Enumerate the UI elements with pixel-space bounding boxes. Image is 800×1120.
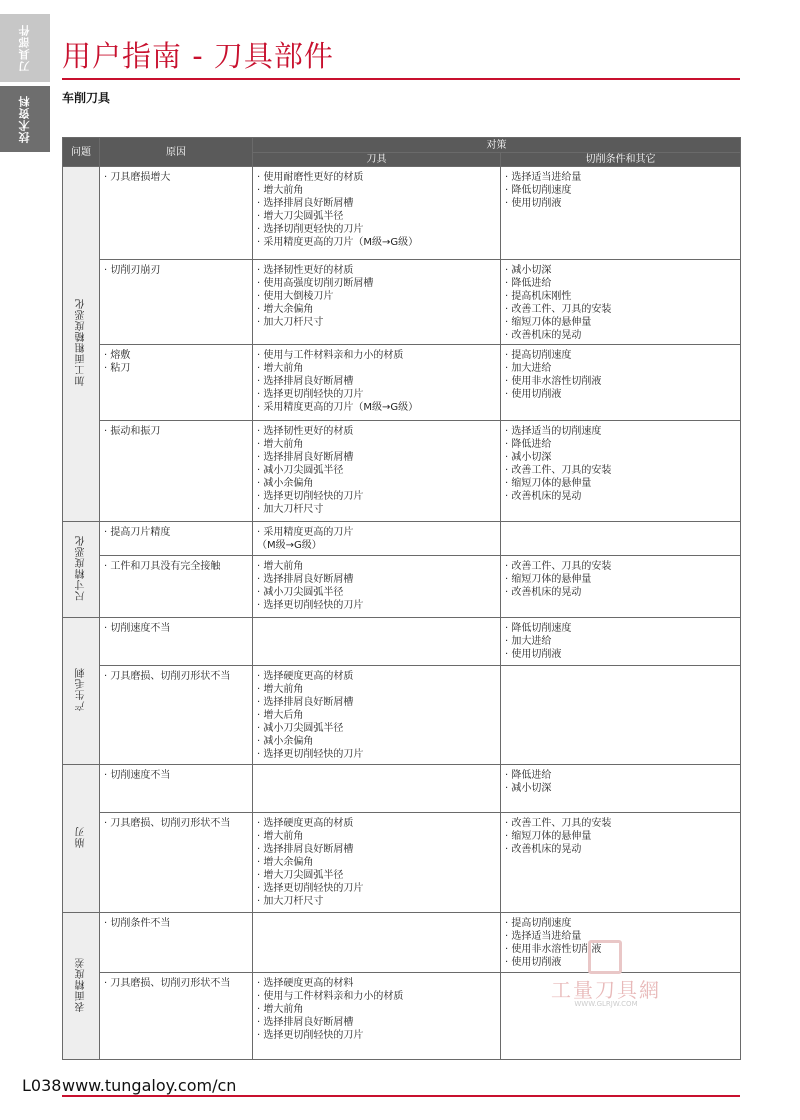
list-item: · 增大前角 — [257, 1004, 304, 1015]
list-item: · 改善机床的晃动 — [505, 330, 582, 341]
list-item: · 降低进给 — [505, 439, 552, 450]
list-item: · 增大前角 — [257, 831, 304, 842]
list-item: · 提高刀片精度 — [104, 527, 171, 538]
list-item: · 刀具磨损、切削刃形状不当 — [104, 818, 231, 829]
list-item: · 使用切削液 — [505, 649, 562, 660]
tool-measure-cell — [253, 973, 501, 1060]
list-item: · 使用切削液 — [505, 198, 562, 209]
list-item: · 选择更切削轻快的刀片 — [257, 491, 364, 502]
header-measures: 对策 — [253, 138, 741, 153]
condition-measure-cell — [501, 421, 741, 522]
list-item: · 增大前角 — [257, 363, 304, 374]
list-item: · 增大刀尖圆弧半径 — [257, 870, 344, 881]
tool-measure-cell — [253, 345, 501, 421]
tool-measure-cell — [253, 913, 501, 973]
list-item: · 选择排屑良好断屑槽 — [257, 452, 354, 463]
list-item: · 切削速度不当 — [104, 770, 171, 781]
list-item: · 提高机床刚性 — [505, 291, 572, 302]
cause-cell — [100, 167, 253, 260]
list-item: · 选择排屑良好断屑槽 — [257, 198, 354, 209]
cause-cell — [100, 666, 253, 765]
problem-cell — [63, 167, 100, 522]
list-item: · 使用大倒棱刀片 — [257, 291, 334, 302]
tool-measure-cell — [253, 765, 501, 813]
list-item: · 减小切深 — [505, 265, 552, 276]
cause-cell — [100, 522, 253, 556]
list-item: · 缩短刀体的悬伸量 — [505, 831, 592, 842]
list-item: · 减小切深 — [505, 452, 552, 463]
table-row — [63, 618, 741, 666]
header-problem: 问题 — [63, 138, 100, 167]
table-row — [63, 167, 741, 260]
condition-measure-cell — [501, 167, 741, 260]
list-item: · 增大前角 — [257, 561, 304, 572]
list-item: · 刀具磨损、切削刃形状不当 — [104, 671, 231, 682]
list-item: · 选择排屑良好断屑槽 — [257, 844, 354, 855]
troubleshooting-table — [62, 137, 741, 1060]
list-item: · 改善工件、刀具的安装 — [505, 561, 612, 572]
side-tab-label: 刀具部件 — [18, 24, 31, 72]
list-item: · 采用精度更高的刀片 — [257, 527, 354, 538]
list-item: · 减小刀尖圆弧半径 — [257, 465, 344, 476]
list-item: · 选择更切削轻快的刀片 — [257, 600, 364, 611]
list-item: · 增大后角 — [257, 710, 304, 721]
side-tab-technical-data[interactable] — [0, 86, 50, 152]
list-item: · 改善工件、刀具的安装 — [505, 465, 612, 476]
list-item: · 选择适当进给量 — [505, 931, 582, 942]
list-item: · 降低进给 — [505, 770, 552, 781]
list-item: · 改善机床的晃动 — [505, 491, 582, 502]
cause-cell — [100, 345, 253, 421]
list-item: · 粘刀 — [104, 363, 131, 374]
list-item: · 熔敷 — [104, 350, 131, 361]
header-tool: 刀具 — [253, 153, 501, 167]
condition-measure-cell — [501, 260, 741, 345]
list-item: · 使用切削液 — [505, 389, 562, 400]
list-item: · 加大刀杆尺寸 — [257, 504, 324, 515]
list-item: · 切削条件不当 — [104, 918, 171, 929]
list-item: · 选择韧性更好的材质 — [257, 426, 354, 437]
table-row — [63, 765, 741, 813]
problem-label: 加工面粗糙度恶化 — [75, 298, 87, 386]
list-item: · 工件和刀具没有完全接触 — [104, 561, 221, 572]
list-item: · 缩短刀体的悬伸量 — [505, 478, 592, 489]
list-item: · 使用与工件材料亲和力小的材质 — [257, 350, 404, 361]
list-item: · 选择硬度更高的材质 — [257, 671, 354, 682]
list-item: · 使用高强度切削刃断屑槽 — [257, 278, 374, 289]
problem-cell — [63, 522, 100, 618]
list-item: · 减小刀尖圆弧半径 — [257, 587, 344, 598]
tool-measure-cell — [253, 421, 501, 522]
list-item: （M级→G级） — [257, 540, 322, 551]
table-row — [63, 260, 741, 345]
list-item: · 振动和振刀 — [104, 426, 161, 437]
tool-measure-cell — [253, 260, 501, 345]
list-item: · 采用精度更高的刀片（M级→G级） — [257, 237, 419, 248]
list-item: · 选择排屑良好断屑槽 — [257, 376, 354, 387]
list-item: · 提高切削速度 — [505, 350, 572, 361]
problem-cell — [63, 913, 100, 1060]
page-number: L038 — [22, 1076, 62, 1095]
cause-cell — [100, 813, 253, 913]
list-item: · 选择排屑良好断屑槽 — [257, 1017, 354, 1028]
list-item: · 减小切深 — [505, 783, 552, 794]
list-item: · 选择更切削轻快的刀片 — [257, 749, 364, 760]
problem-label: 尺寸精度恶化 — [75, 534, 87, 601]
title-divider — [62, 78, 740, 80]
list-item: · 选择硬度更高的材质 — [257, 818, 354, 829]
list-item: · 切削刃崩刃 — [104, 265, 161, 276]
list-item: · 提高切削速度 — [505, 918, 572, 929]
list-item: · 使用切削液 — [505, 957, 562, 968]
list-item: · 切削速度不当 — [104, 623, 171, 634]
list-item: · 刀具磨损、切削刃形状不当 — [104, 978, 231, 989]
condition-measure-cell — [501, 618, 741, 666]
table-row — [63, 666, 741, 765]
list-item: · 选择排屑良好断屑槽 — [257, 697, 354, 708]
list-item: · 加大刀杆尺寸 — [257, 896, 324, 907]
header-cause: 原因 — [100, 138, 253, 167]
list-item: · 减小余偏角 — [257, 478, 314, 489]
list-item: · 降低进给 — [505, 278, 552, 289]
list-item: · 选择硬度更高的材料 — [257, 978, 354, 989]
list-item: · 增大刀尖圆弧半径 — [257, 211, 344, 222]
list-item: · 减小余偏角 — [257, 736, 314, 747]
list-item: · 刀具磨损增大 — [104, 172, 171, 183]
list-item: · 缩短刀体的悬伸量 — [505, 317, 592, 328]
table-row — [63, 522, 741, 556]
header-conditions: 切削条件和其它 — [501, 153, 741, 167]
problem-cell — [63, 618, 100, 765]
list-item: · 缩短刀体的悬伸量 — [505, 574, 592, 585]
footer-url-link[interactable]: www.tungaloy.com/cn — [62, 1076, 237, 1095]
cause-cell — [100, 618, 253, 666]
list-item: · 改善机床的晃动 — [505, 844, 582, 855]
list-item: · 加大进给 — [505, 636, 552, 647]
table-row — [63, 345, 741, 421]
list-item: · 使用非水溶性切削液 — [505, 376, 602, 387]
side-tab-tool-parts[interactable] — [0, 14, 50, 82]
list-item: · 选择切削更轻快的刀片 — [257, 224, 364, 235]
table-row — [63, 421, 741, 522]
list-item: · 加大进给 — [505, 363, 552, 374]
problem-cell — [63, 765, 100, 913]
problem-label: 崩刃 — [75, 825, 87, 848]
table-body — [63, 167, 741, 1060]
list-item: · 增大余偏角 — [257, 304, 314, 315]
cause-cell — [100, 973, 253, 1060]
condition-measure-cell — [501, 765, 741, 813]
list-item: · 减小刀尖圆弧半径 — [257, 723, 344, 734]
list-item: · 采用精度更高的刀片（M级→G级） — [257, 402, 419, 413]
list-item: · 改善工件、刀具的安装 — [505, 304, 612, 315]
tool-measure-cell — [253, 666, 501, 765]
list-item: · 选择排屑良好断屑槽 — [257, 574, 354, 585]
list-item: · 改善机床的晃动 — [505, 587, 582, 598]
list-item: · 选择韧性更好的材质 — [257, 265, 354, 276]
cause-cell — [100, 421, 253, 522]
list-item: · 增大前角 — [257, 439, 304, 450]
side-tab-label: 技术资料 — [18, 95, 31, 143]
list-item: · 使用耐磨性更好的材质 — [257, 172, 364, 183]
list-item: · 选择适当的切削速度 — [505, 426, 602, 437]
list-item: · 改善工件、刀具的安装 — [505, 818, 612, 829]
watermark-logo-icon — [588, 940, 622, 974]
tool-measure-cell — [253, 813, 501, 913]
condition-measure-cell — [501, 813, 741, 913]
table-row — [63, 556, 741, 618]
list-item: · 增大前角 — [257, 185, 304, 196]
cause-cell — [100, 260, 253, 345]
list-item: · 降低切削速度 — [505, 623, 572, 634]
cause-cell — [100, 765, 253, 813]
watermark-url: WWW.GLRJW.COM — [574, 1000, 638, 1008]
condition-measure-cell — [501, 666, 741, 765]
list-item: · 选择更切削轻快的刀片 — [257, 389, 364, 400]
list-item: · 降低切削速度 — [505, 185, 572, 196]
problem-label: 表面精度差 — [75, 956, 87, 1012]
list-item: · 加大刀杆尺寸 — [257, 317, 324, 328]
watermark-text: 工量刀具網 — [551, 978, 661, 1002]
tool-measure-cell — [253, 522, 501, 556]
section-title: 车削刀具 — [62, 91, 111, 105]
tool-measure-cell — [253, 618, 501, 666]
cause-cell — [100, 913, 253, 973]
list-item: · 选择更切削轻快的刀片 — [257, 1030, 364, 1041]
list-item: · 选择适当进给量 — [505, 172, 582, 183]
problem-label: 产生毛刺 — [75, 667, 87, 711]
list-item: · 使用与工件材料亲和力小的材质 — [257, 991, 404, 1002]
list-item: · 增大前角 — [257, 684, 304, 695]
list-item: · 使用非水溶性切削液 — [505, 944, 602, 955]
condition-measure-cell — [501, 556, 741, 618]
cause-cell — [100, 556, 253, 618]
list-item: · 选择更切削轻快的刀片 — [257, 883, 364, 894]
table-row — [63, 813, 741, 913]
condition-measure-cell — [501, 345, 741, 421]
condition-measure-cell — [501, 522, 741, 556]
watermark — [536, 940, 676, 1016]
tool-measure-cell — [253, 167, 501, 260]
page-title: 用户指南 - 刀具部件 — [62, 39, 334, 73]
list-item: · 增大余偏角 — [257, 857, 314, 868]
footer-divider — [62, 1095, 740, 1097]
tool-measure-cell — [253, 556, 501, 618]
